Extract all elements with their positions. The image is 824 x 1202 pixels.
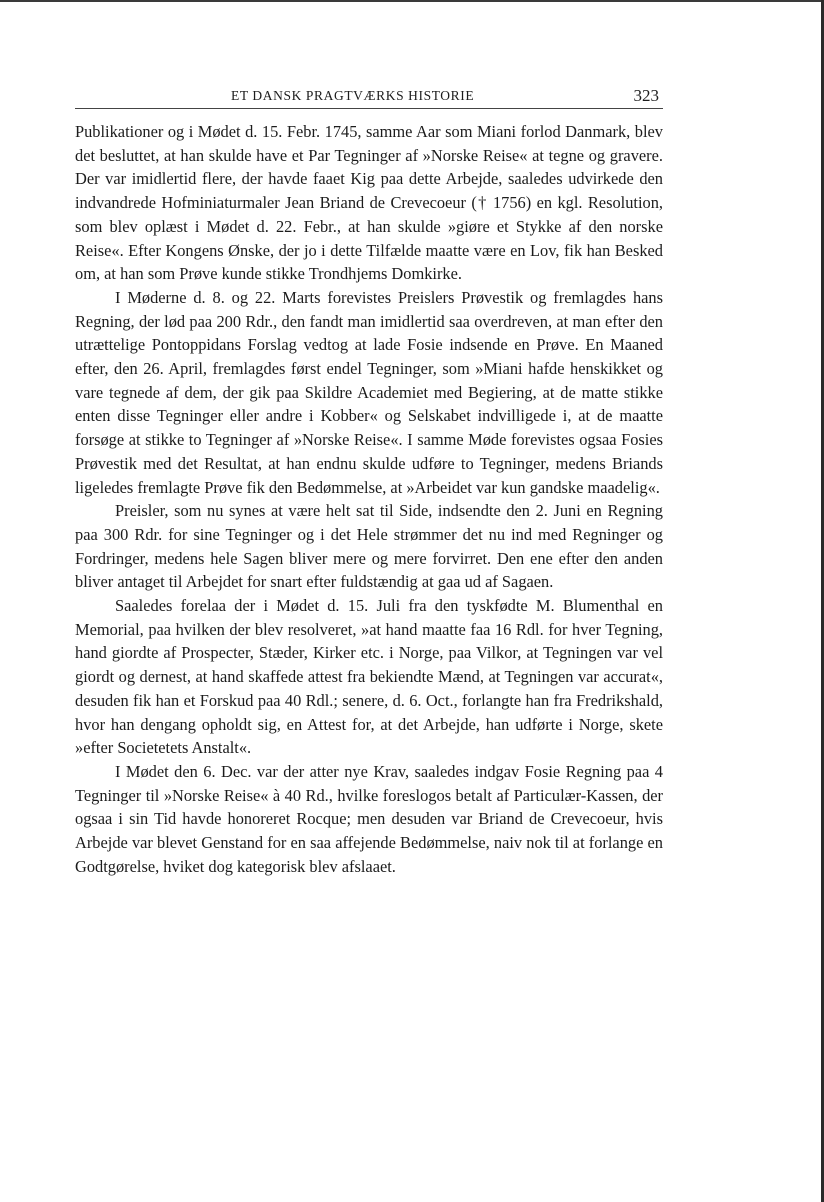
paragraph: I Møderne d. 8. og 22. Marts forevistes Preislers Prøvestik og fremlagdes hans Regning, der lød paa 200 Rdr., den fandt man imidlertid saa overdreven, at man efter den utrættelige Pontoppidans Forslag vedtog at lade Fosie indsende en Prøve. En Maaned efter, den 26. April, fremlagdes først endel Tegninger, som »Miani hafde henskikket og vare tegnede af dem, der gik paa Skildre Academiet med Begiering, at de matte stikke enten disse Tegninger eller andre i Kobber« og Selskabet indvilligede i, at de maatte forsøge at stikke to Tegninger af »Norske Reise«. I samme Møde forevistes ogsaa Fosies Prøvestik med det Resultat, at han endnu skulde udføre to Tegninger, medens Briands ligeledes fremlagte Prøve fik den Bedømmelse, at »Arbeidet var kun gandske maadelig«.	[75, 287, 663, 497]
paragraph: Preisler, som nu synes at være helt sat til Side, indsendte den 2. Juni en Regning paa 300 Rdr. for sine Tegninger og i det Hele strømmer det nu ind med Regninger og Fordringer, medens hele Sagen bliver mere og mere forvirret. Den ene efter den anden bliver antaget til Arbejdet for snart efter fuldstændig at gaa ud af Sagaen.	[75, 501, 663, 592]
paragraph: Saaledes forelaa der i Mødet d. 15. Juli fra den tyskfødte M. Blumenthal en Memorial, paa hvilken der blev resolveret, »at hand maatte faa 16 Rdl. for hver Tegning, hand giordte af Prospecter, Stæder, Kirker etc. i Norge, paa Vilkor, at Tegningen var vel giordt og dernest, at hand skaffede attest fra bekiendte Mænd, at Tegningen var accurat«, desuden fik han et Forskud paa 40 Rdl.; senere, d. 6. Oct., forlangte han fra Fredrikshald, hvor han dengang opholdt sig, en Attest for, at det Arbejde, han udførte i Norge, skete »efter Societetets Anstalt«.	[75, 596, 663, 758]
paragraph: Publikationer og i Mødet d. 15. Febr. 1745, samme Aar som Miani forlod Danmark, blev det besluttet, at han skulde have et Par Tegninger af »Norske Reise« at tegne og gravere. Der var imidlertid flere, der havde faaet Kig paa dette Arbejde, saaledes udvirkede den indvandrede Hofminiaturmaler Jean Briand de Crevecoeur († 1756) en kgl. Resolution, som blev oplæst i Mødet d. 22. Febr., at han skulde »giøre et Stykke af den norske Reise«. Efter Kongens Ønske, der jo i dette Tilfælde maatte være en Lov, fik han Besked om, at han som Prøve kunde stikke Trondhjems Domkirke.	[75, 122, 663, 284]
page-number: 323	[633, 86, 659, 105]
scan-top-edge	[0, 0, 824, 2]
paragraph: I Mødet den 6. Dec. var der atter nye Krav, saaledes indgav Fosie Regning paa 4 Tegninger til »Norske Reise« à 40 Rd., hvilke foreslogos betalt af Particulær-Kassen, der ogsaa i sin Tid havde honoreret Rocque; men desuden var Briand de Crevecoeur, hvis Arbejde var blevet Genstand for en saa affejende Bedømmelse, naiv nok til at forlange en Godtgørelse, hviket dog kategorisk blev afslaaet.	[75, 761, 663, 876]
running-title: ET DANSK PRAGTVÆRKS HISTORIE	[231, 88, 475, 103]
book-page	[75, 86, 663, 879]
page-header	[75, 86, 663, 109]
body-text	[75, 120, 663, 879]
